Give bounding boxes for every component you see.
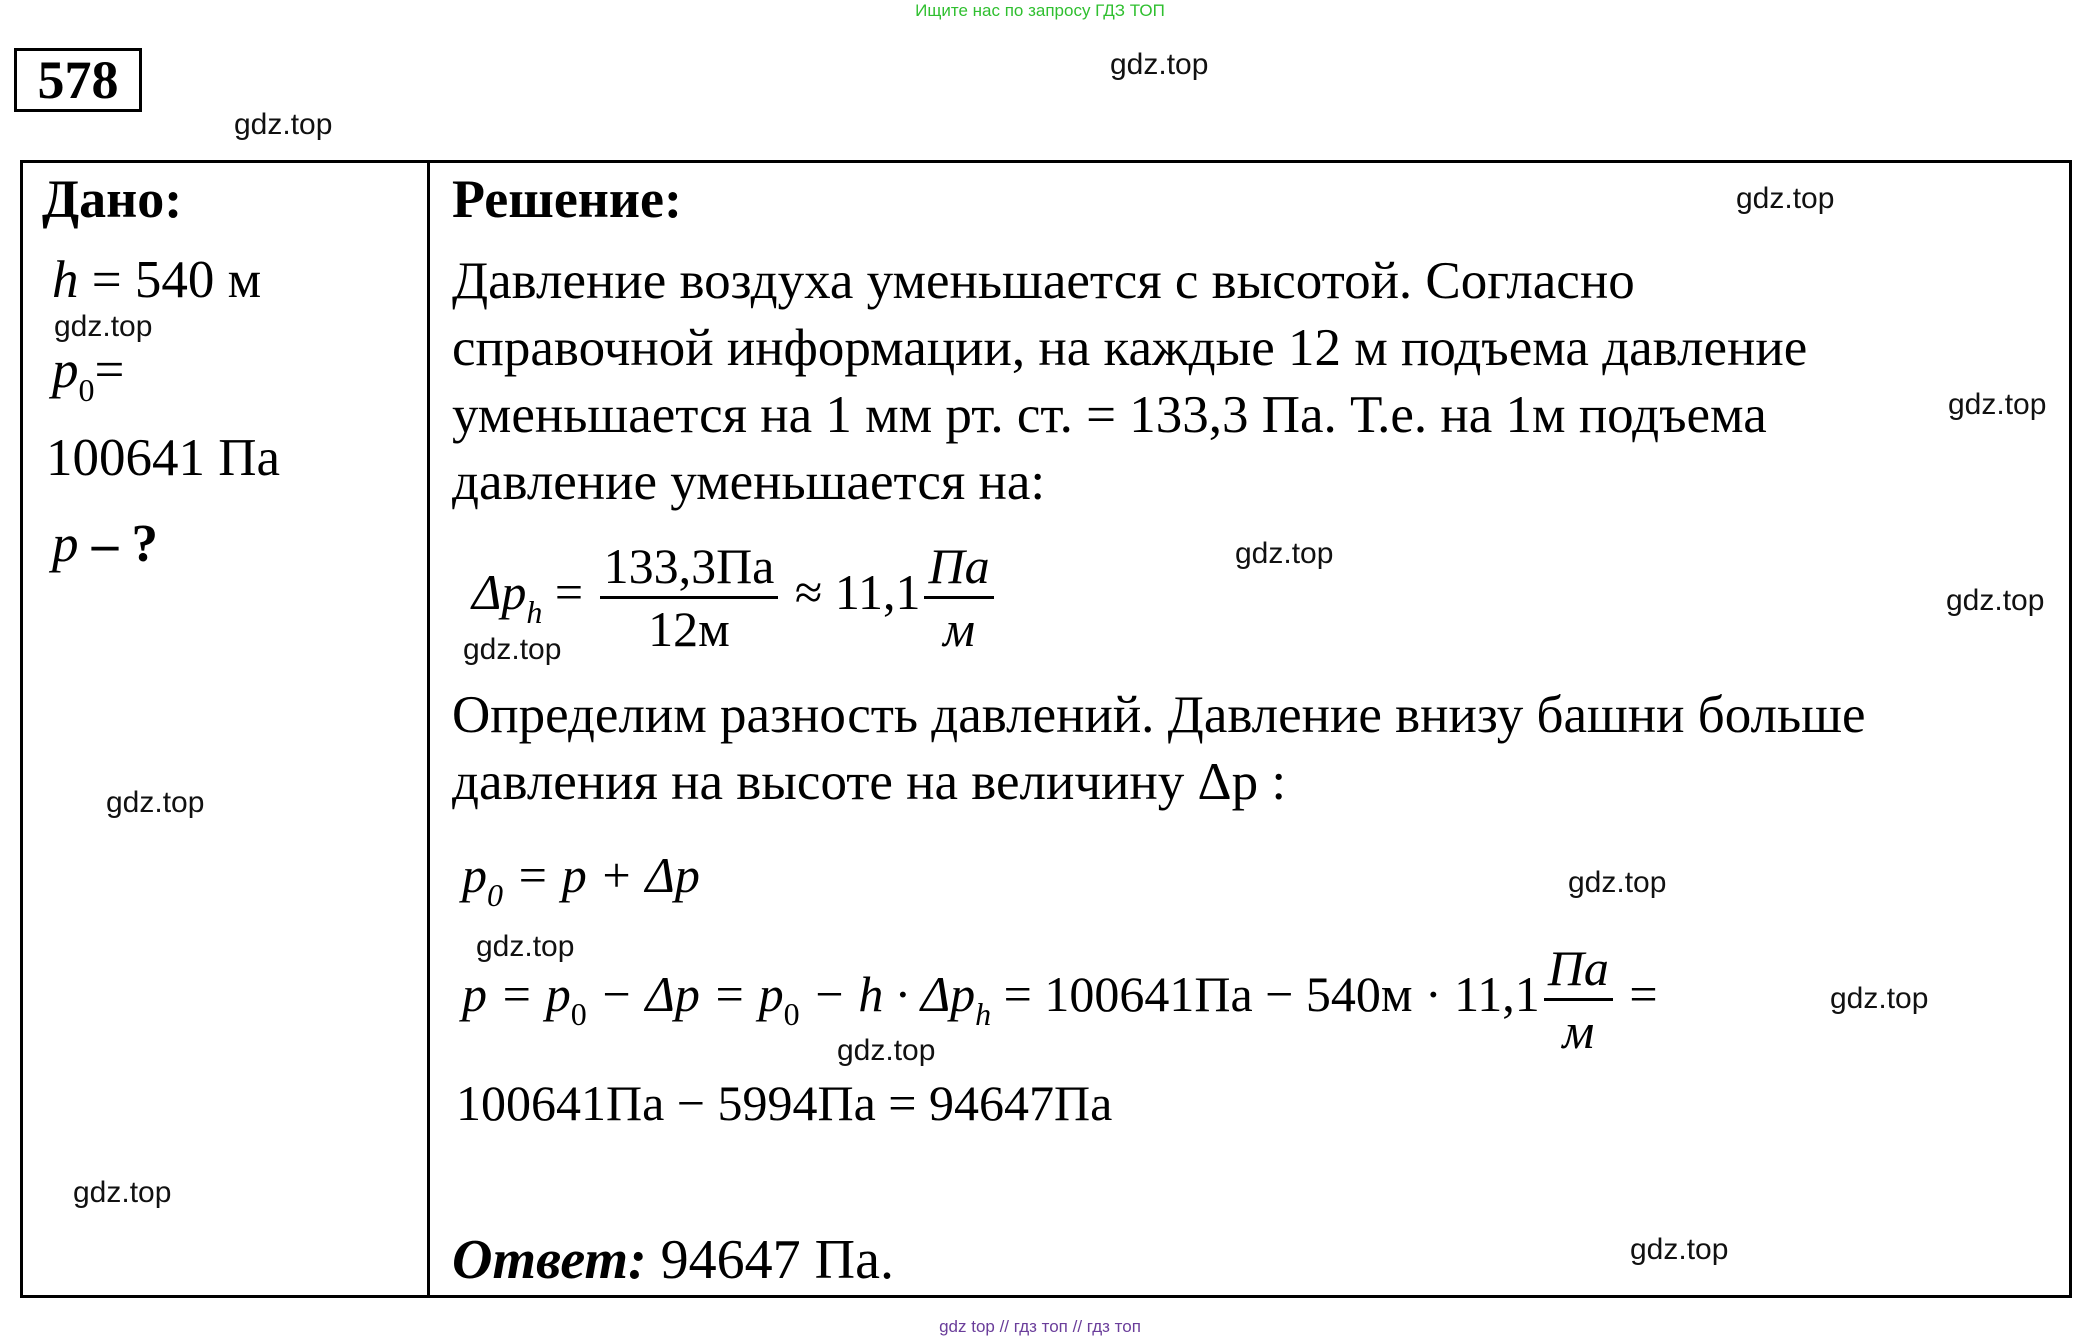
p0-subscript: 0 [78, 372, 95, 408]
solution-paragraph-2 [452, 682, 2052, 816]
eq1-unit-numerator: Па [924, 536, 993, 599]
top-banner: Ищите нас по запросу ГДЗ ТОП [915, 1, 1165, 20]
watermark: gdz.top [837, 1034, 936, 1067]
answer-value: 94647 Па. [646, 1229, 894, 1291]
p0-symbol: p [52, 341, 79, 399]
height-symbol: h [52, 251, 79, 309]
watermark: gdz.top [463, 633, 562, 666]
watermark: gdz.top [1568, 866, 1667, 899]
paragraph-line: уменьшается на 1 мм рт. ст. = 133,3 Па. Т.е. на 1м подъема [452, 386, 1767, 444]
watermark: gdz.top [73, 1176, 172, 1209]
watermark: gdz.top [234, 108, 333, 141]
given-height [52, 250, 261, 310]
equation-pressure-per-meter [472, 536, 998, 659]
eq1-denominator: 12м [648, 601, 730, 657]
watermark: gdz.top [1948, 388, 2047, 421]
given-heading: Дано: [42, 169, 183, 229]
eq1-lhs: $\Delta p_h$ [472, 563, 543, 630]
watermark: gdz.top [1110, 48, 1209, 81]
eq1-unit-fraction [924, 536, 993, 659]
eq3-unit-fraction: $\frac{Па}{м}$ [1544, 938, 1613, 1061]
paragraph-line: Давление воздуха уменьшается с высотой. Согласно [452, 252, 1635, 310]
eq1-approx: ≈ 11,1 [782, 563, 921, 620]
given-find [52, 514, 158, 574]
find-symbol: p [52, 515, 79, 573]
watermark: gdz.top [1630, 1233, 1729, 1266]
answer-label: Ответ: [452, 1229, 647, 1291]
watermark: gdz.top [476, 930, 575, 963]
find-question: – ? [78, 515, 158, 573]
equation-pressure-sum: $p_0 = p + \Delta p$ [462, 847, 700, 913]
paragraph-line: давления на высоте на величину Δp : [452, 753, 1287, 811]
watermark: gdz.top [1830, 982, 1929, 1015]
eq1-unit-denominator: м [943, 601, 975, 657]
eq1-equals: = [542, 563, 596, 620]
eq1-fraction [600, 536, 779, 659]
watermark: gdz.top [54, 310, 153, 343]
answer-line [452, 1228, 894, 1292]
watermark: gdz.top [106, 786, 205, 819]
paragraph-line: справочной информации, на каждые 12 м подъема давление [452, 319, 1808, 377]
given-p0 [52, 340, 124, 409]
column-divider [427, 160, 430, 1298]
equation-final: 100641Па − 5994Па = 94647Па [456, 1075, 1113, 1131]
watermark: gdz.top [1235, 537, 1334, 570]
solution-paragraph-1 [452, 248, 2052, 516]
footer-links: gdz top // гдз топ // гдз топ [939, 1317, 1141, 1336]
p0-equals: = [94, 341, 125, 399]
equation-pressure-result: $p = p_0 - \Delta p = p_0 - h \cdot \Delta p_h = 100641Па - 540м \cdot 11,1$ $\frac{Па}{м}$ = [462, 940, 1658, 1059]
height-value: = 540 м [78, 251, 262, 309]
eq1-numerator: 133,3Па [600, 536, 779, 599]
paragraph-line: Определим разность давлений. Давление внизу башни больше [452, 686, 1866, 744]
solution-heading: Решение: [452, 169, 682, 229]
paragraph-line: давление уменьшается на: [452, 453, 1046, 511]
watermark: gdz.top [1946, 584, 2045, 617]
problem-number: 578 [14, 48, 142, 112]
p0-value: 100641 Па [46, 429, 281, 487]
watermark: gdz.top [1736, 182, 1835, 215]
